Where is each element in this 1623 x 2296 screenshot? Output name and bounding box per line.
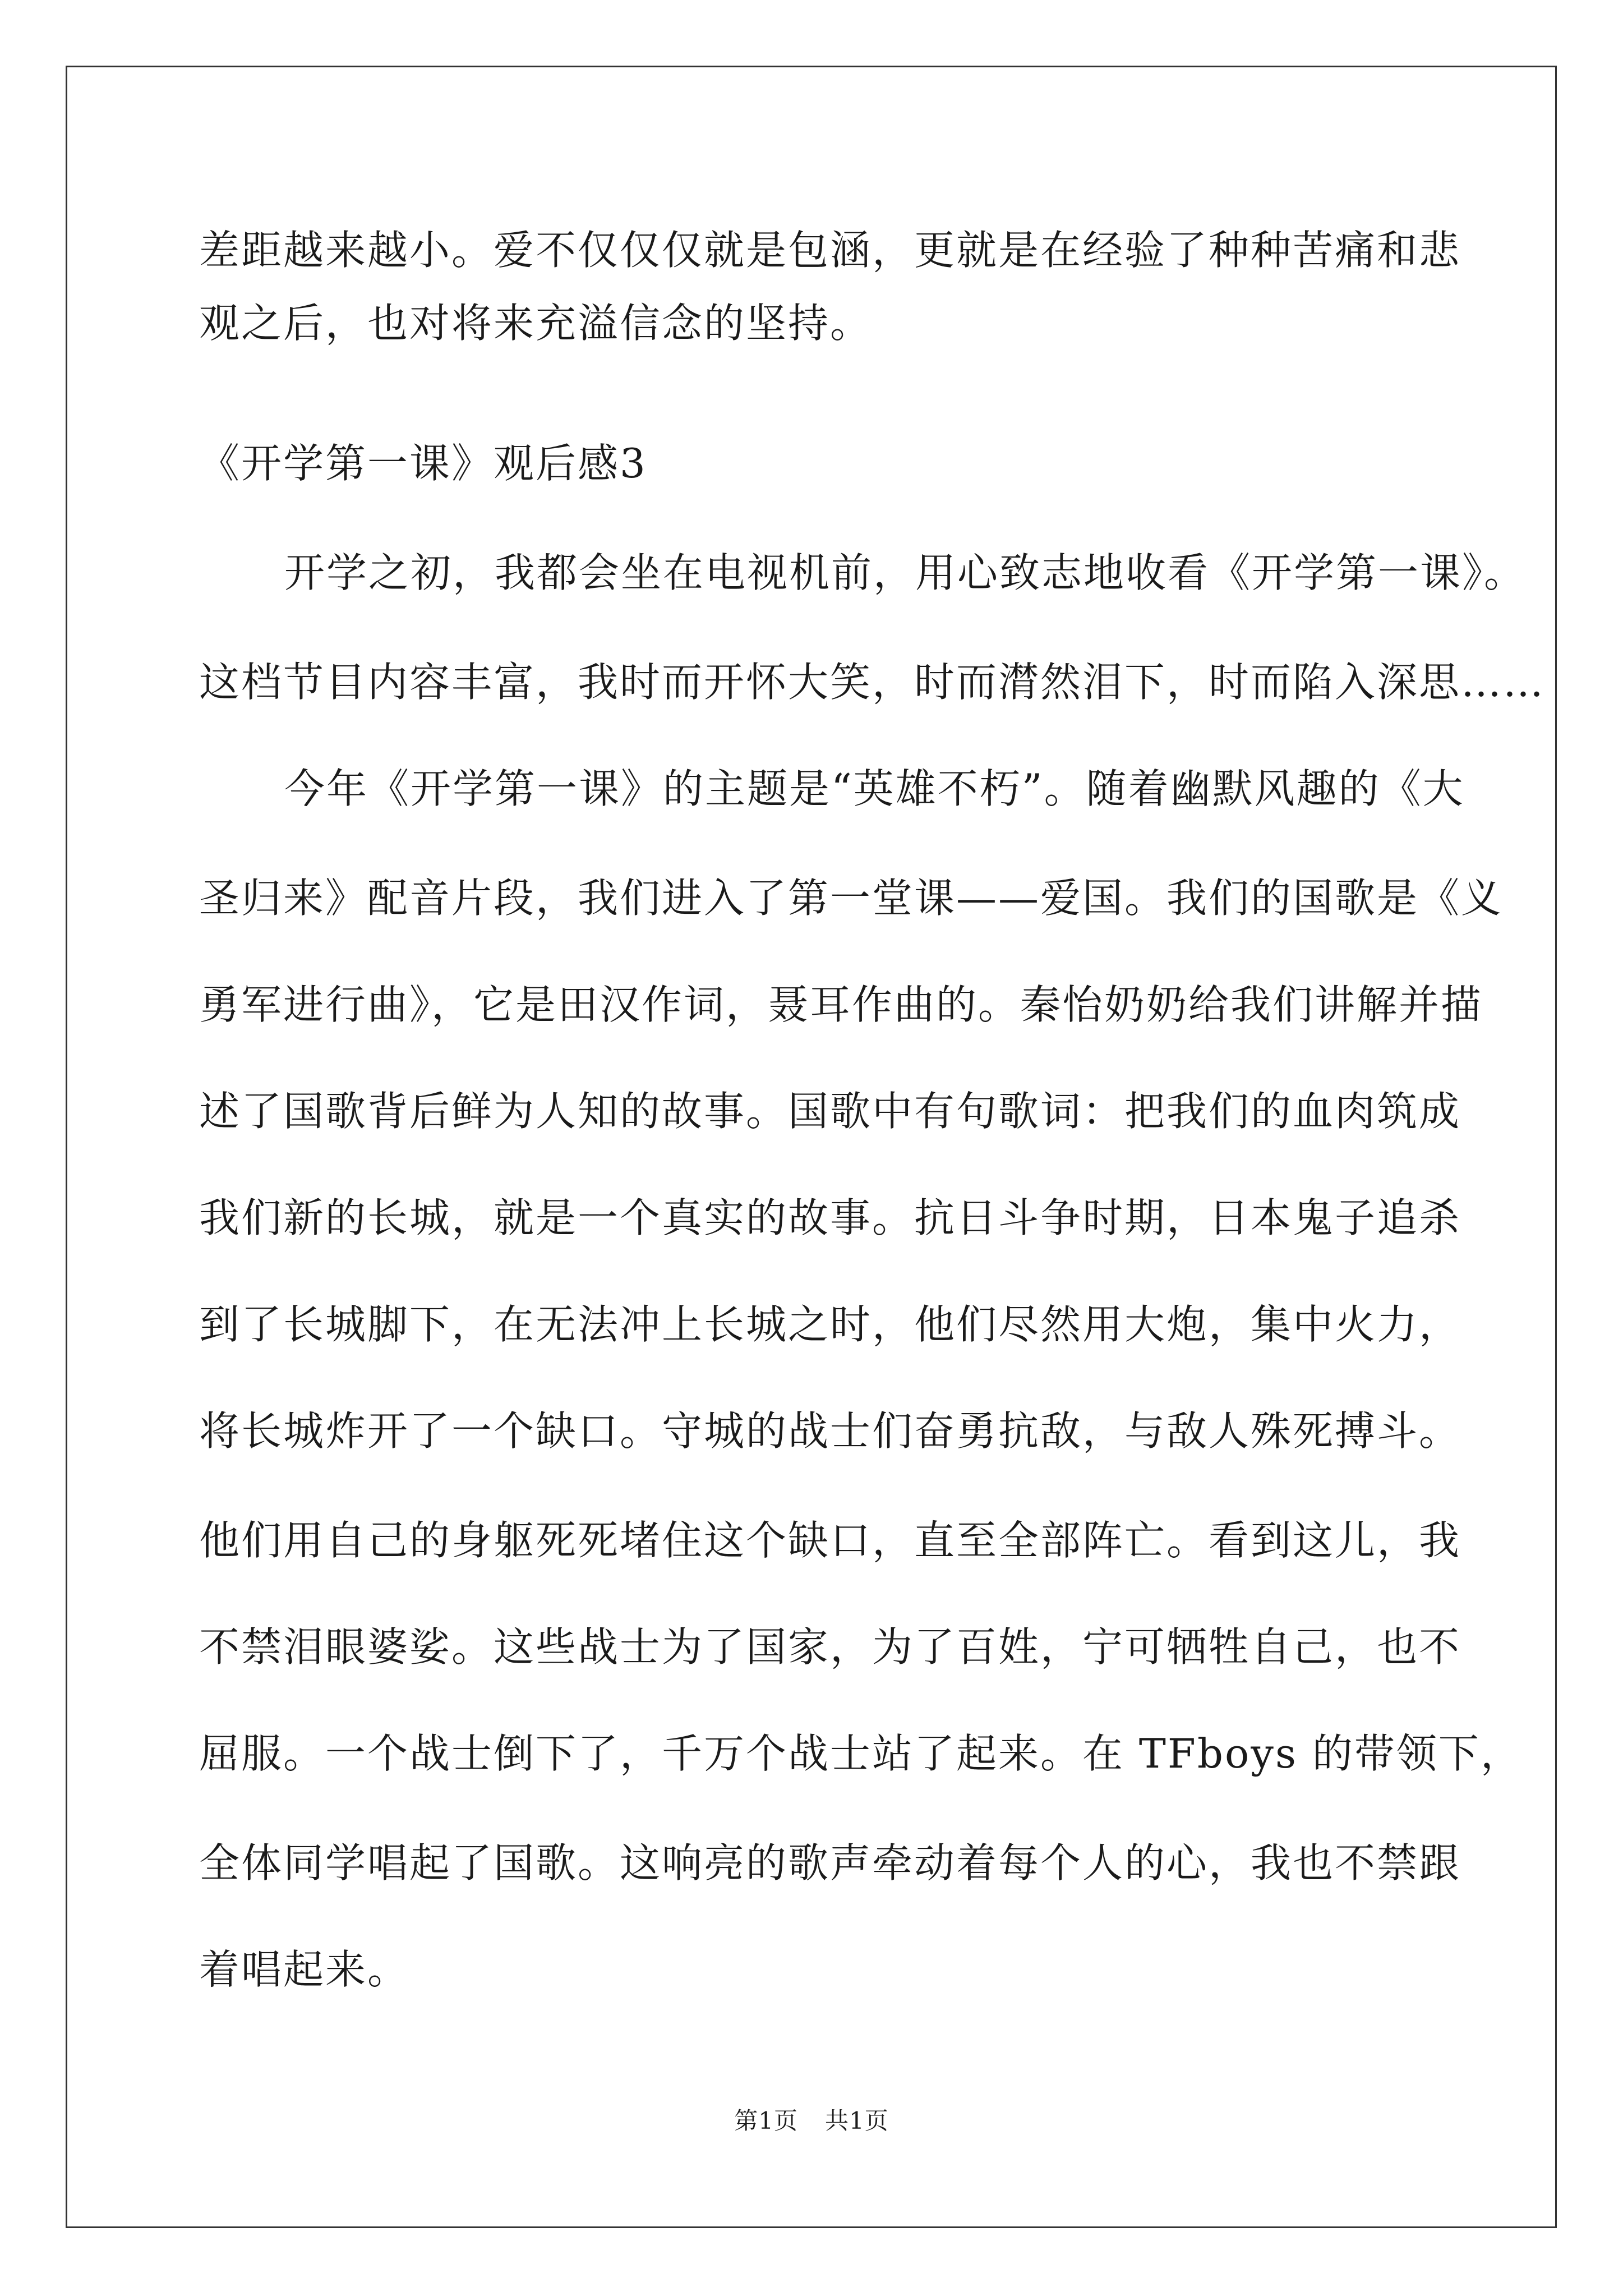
text-line: 到了长城脚下，在无法冲上长城之时，他们尽然用大炮，集中火力，	[199, 1301, 1461, 1348]
text-line: 这档节目内容丰富，我时而开怀大笑，时而潸然泪下，时而陷入深思……	[199, 659, 1546, 706]
page-border	[66, 66, 1557, 2228]
text-line: 屈服。一个战士倒下了，千万个战士站了起来。在 TFboys 的带领下，	[199, 1730, 1523, 1777]
text-line: 述了国歌背后鲜为人知的故事。国歌中有句歌词：把我们的血肉筑成	[199, 1088, 1461, 1135]
text-line: 将长城炸开了一个缺口。守城的战士们奋勇抗敌，与敌人殊死搏斗。	[199, 1407, 1461, 1455]
text-line: 勇军进行曲》，它是田汉作词，聂耳作曲的。秦怡奶奶给我们讲解并描	[199, 981, 1483, 1028]
text-line: 差距越来越小。爱不仅仅仅就是包涵，更就是在经验了种种苦痛和悲	[199, 227, 1461, 274]
text-line: 他们用自己的身躯死死堵住这个缺口，直至全部阵亡。看到这儿，我	[199, 1517, 1461, 1564]
text-line: 观之后，也对将来充溢信念的坚持。	[199, 300, 873, 347]
page-footer	[0, 2102, 1623, 2136]
text-line: 圣归来》配音片段，我们进入了第一堂课——爱国。我们的国歌是《义	[199, 875, 1504, 922]
paragraph-first-line: 今年《开学第一课》的主题是“英雄不朽”。随着幽默风趣的《大	[284, 765, 1465, 812]
section-heading: 《开学第一课》观后感3	[199, 440, 647, 487]
page-number-total: 共1页	[825, 2107, 889, 2134]
text-line: 全体同学唱起了国歌。这响亮的歌声牵动着每个人的心，我也不禁跟	[199, 1839, 1461, 1887]
text-line: 着唱起来。	[199, 1946, 410, 1993]
text-line: 我们新的长城，就是一个真实的故事。抗日斗争时期，日本鬼子追杀	[199, 1194, 1461, 1241]
paragraph-first-line: 开学之初，我都会坐在电视机前，用心致志地收看《开学第一课》。	[284, 549, 1527, 596]
page-number-current: 第1页	[734, 2107, 798, 2134]
text-line: 不禁泪眼婆娑。这些战士为了国家，为了百姓，宁可牺牲自己，也不	[199, 1623, 1461, 1671]
